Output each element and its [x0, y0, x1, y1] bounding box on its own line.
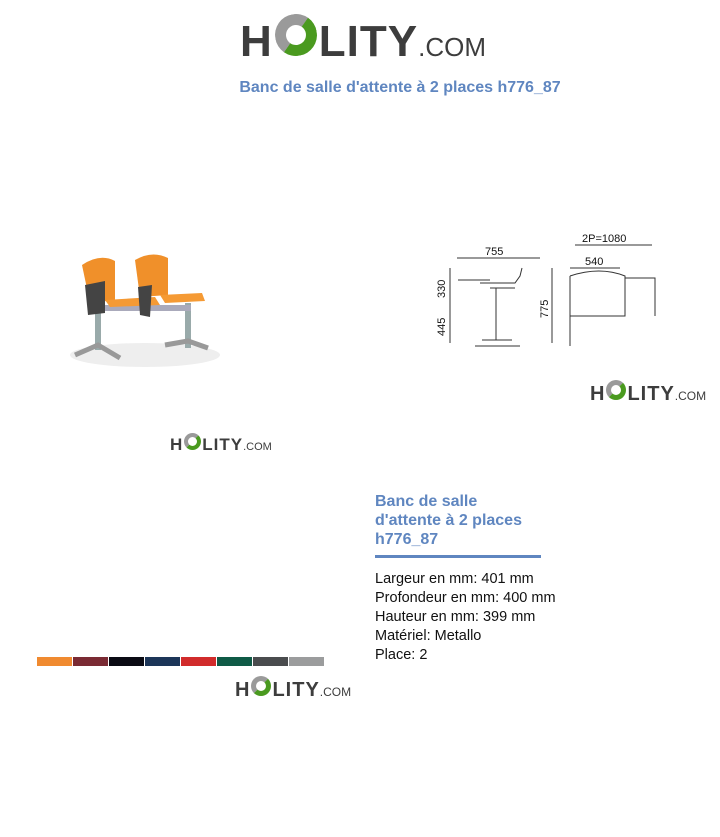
spec-seats: Place: 2 — [375, 647, 428, 663]
logo-ring-icon — [251, 676, 271, 696]
spec-material: Matériel: Metallo — [375, 628, 482, 644]
product-heading: Banc de salle d'attente à 2 places h776_87 — [375, 492, 541, 558]
product-photo[interactable] — [60, 245, 230, 375]
color-swatches — [37, 657, 324, 666]
product-info — [375, 492, 575, 665]
spec-width: Largeur en mm: 401 mm — [375, 571, 534, 587]
holity-logo-small: H LITY .COM — [235, 676, 351, 702]
color-swatch[interactable] — [217, 657, 252, 666]
color-swatch[interactable] — [253, 657, 288, 666]
holity-logo-small: H LITY .COM — [590, 380, 706, 406]
dim-depth: 755 — [485, 246, 504, 258]
color-swatch[interactable] — [289, 657, 324, 666]
dim-total-height: 775 — [539, 299, 551, 318]
color-swatch[interactable] — [181, 657, 216, 666]
dim-seat-height: 445 — [436, 317, 448, 336]
holity-logo-small: H LITY .COM — [170, 435, 272, 454]
dim-back-height: 330 — [436, 279, 448, 298]
spec-depth: Profondeur en mm: 400 mm — [375, 590, 556, 606]
logo-ring-icon — [606, 380, 626, 400]
holity-logo[interactable]: H LITY .COM — [240, 14, 486, 67]
logo-ring-icon — [184, 433, 201, 450]
color-swatch[interactable] — [145, 657, 180, 666]
dim-total-width: 2P=1080 — [582, 233, 627, 245]
dim-seat-width: 540 — [585, 256, 604, 268]
color-swatch[interactable] — [73, 657, 108, 666]
spec-height: Hauteur en mm: 399 mm — [375, 609, 536, 625]
technical-drawing[interactable] — [430, 228, 670, 353]
logo-ring-icon — [271, 11, 320, 60]
page-title: Banc de salle d'attente à 2 places h776_87 — [239, 79, 561, 96]
color-swatch[interactable] — [37, 657, 72, 666]
color-swatch[interactable] — [109, 657, 144, 666]
